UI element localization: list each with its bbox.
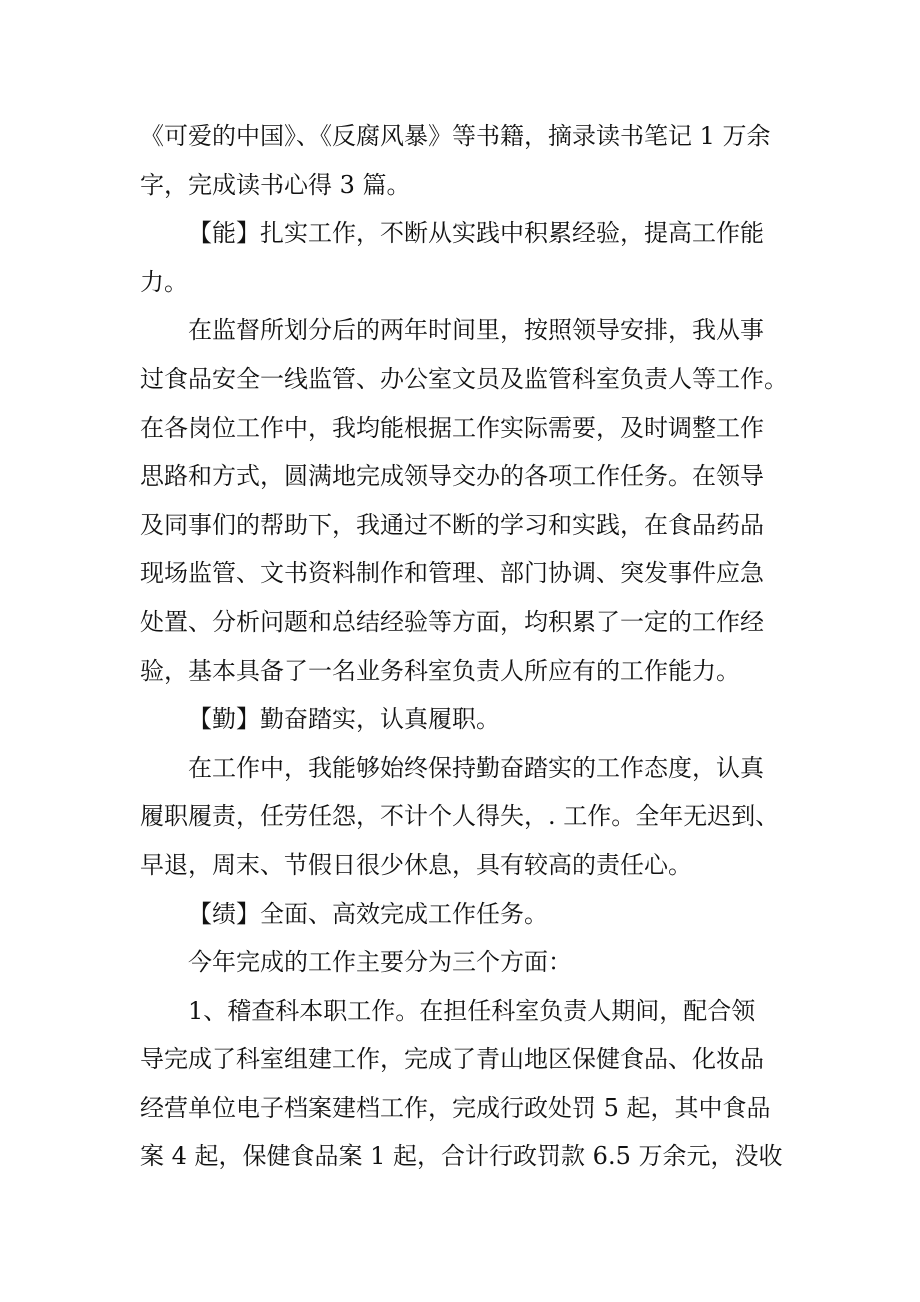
text-line: 在工作中，我能够始终保持勤奋踏实的工作态度，认真 (188, 753, 764, 782)
text-line: 履职履责，任劳任怨，不计个人得失，. 工作。全年无迟到、 (140, 802, 780, 831)
text-line: 今年完成的工作主要分为三个方面： (188, 948, 572, 977)
text-line: 在各岗位工作中，我均能根据工作实际需要，及时调整工作 (140, 413, 764, 442)
text-line: 经营单位电子档案建档工作，完成行政处罚 5 起，其中食品 (140, 1093, 771, 1122)
text-line: 验，基本具备了一名业务科室负责人所应有的工作能力。 (140, 656, 740, 685)
section-heading: 【绩】全面、高效完成工作任务。 (188, 899, 548, 928)
section-heading: 【能】扎实工作，不断从实践中积累经验，提高工作能 (188, 219, 764, 248)
text-line: 力。 (140, 267, 188, 296)
text-line: 导完成了科室组建工作，完成了青山地区保健食品、化妆品 (140, 1045, 764, 1074)
text-line: 现场监管、文书资料制作和管理、部门协调、突发事件应急 (140, 559, 764, 588)
text-line: 案 4 起，保健食品案 1 起，合计行政罚款 6.5 万余元，没收 (140, 1142, 783, 1171)
text-line: 1、稽查科本职工作。在担任科室负责人期间，配合领 (188, 996, 756, 1025)
text-line: 早退，周末、节假日很少休息，具有较高的责任心。 (140, 850, 692, 879)
text-line: 思路和方式，圆满地完成领导交办的各项工作任务。在领导 (140, 462, 764, 491)
text-line: 及同事们的帮助下，我通过不断的学习和实践，在食品药品 (140, 510, 764, 539)
text-line: 在监督所划分后的两年时间里，按照领导安排，我从事 (188, 316, 764, 345)
text-line: 字，完成读书心得 3 篇。 (140, 170, 411, 199)
text-line: 处置、分析问题和总结经验等方面，均积累了一定的工作经 (140, 607, 764, 636)
text-line: 过食品安全一线监管、办公室文员及监管科室负责人等工作。 (140, 364, 788, 393)
text-line: 《可爱的中国》、《反腐风暴》等书籍，摘录读书笔记 1 万余 (140, 122, 771, 150)
section-heading: 【勤】勤奋踏实，认真履职。 (188, 705, 500, 734)
document-body (140, 112, 800, 1181)
